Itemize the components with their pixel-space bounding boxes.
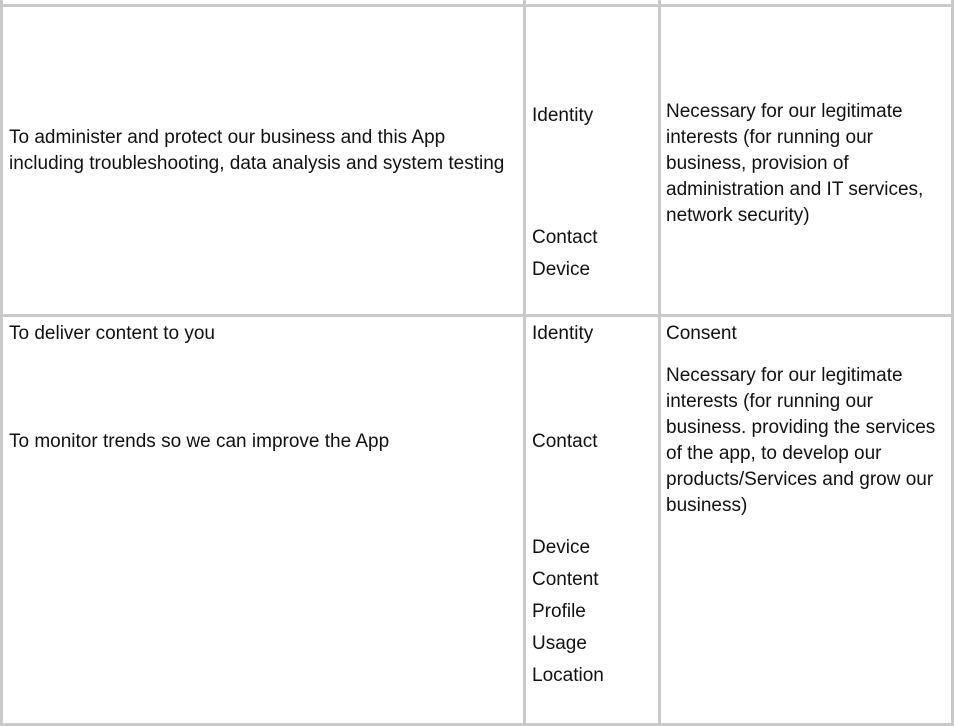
data-type-profile: Profile	[532, 601, 586, 622]
table-row-2-purpose-cell	[0, 314, 526, 726]
lawful-basis-text: Necessary for our legitimate interests (for running our business, provision of administration and IT services, network security)	[666, 101, 924, 226]
data-type-identity: Identity	[532, 323, 594, 344]
data-type-contact: Contact	[532, 431, 598, 452]
table-row-1-data-cell	[523, 4, 661, 317]
purpose-text: To administer and protect our business and this App including troubleshooting, data analysis and system testing	[9, 127, 505, 174]
table-row-1-purpose-cell	[0, 4, 526, 317]
purpose-deliver-content: To deliver content to you	[9, 323, 215, 344]
lawful-basis-legitimate-interests: Necessary for our legitimate interests (for running our business. providing the services of the app, to develop our products/Services and grow our business)	[666, 365, 936, 516]
data-type-contact: Contact	[532, 227, 598, 248]
table-row-1-basis-cell	[658, 4, 954, 317]
table-row-2-data-cell	[523, 314, 661, 726]
data-type-device: Device	[532, 537, 591, 558]
purpose-monitor-trends: To monitor trends so we can improve the App	[9, 431, 390, 452]
data-type-usage: Usage	[532, 633, 587, 654]
table-row-2-basis-cell	[658, 314, 954, 726]
data-type-identity: Identity	[532, 105, 594, 126]
data-type-location: Location	[532, 665, 604, 686]
data-type-device: Device	[532, 259, 591, 280]
lawful-basis-consent: Consent	[666, 323, 737, 344]
data-type-content: Content	[532, 569, 599, 590]
